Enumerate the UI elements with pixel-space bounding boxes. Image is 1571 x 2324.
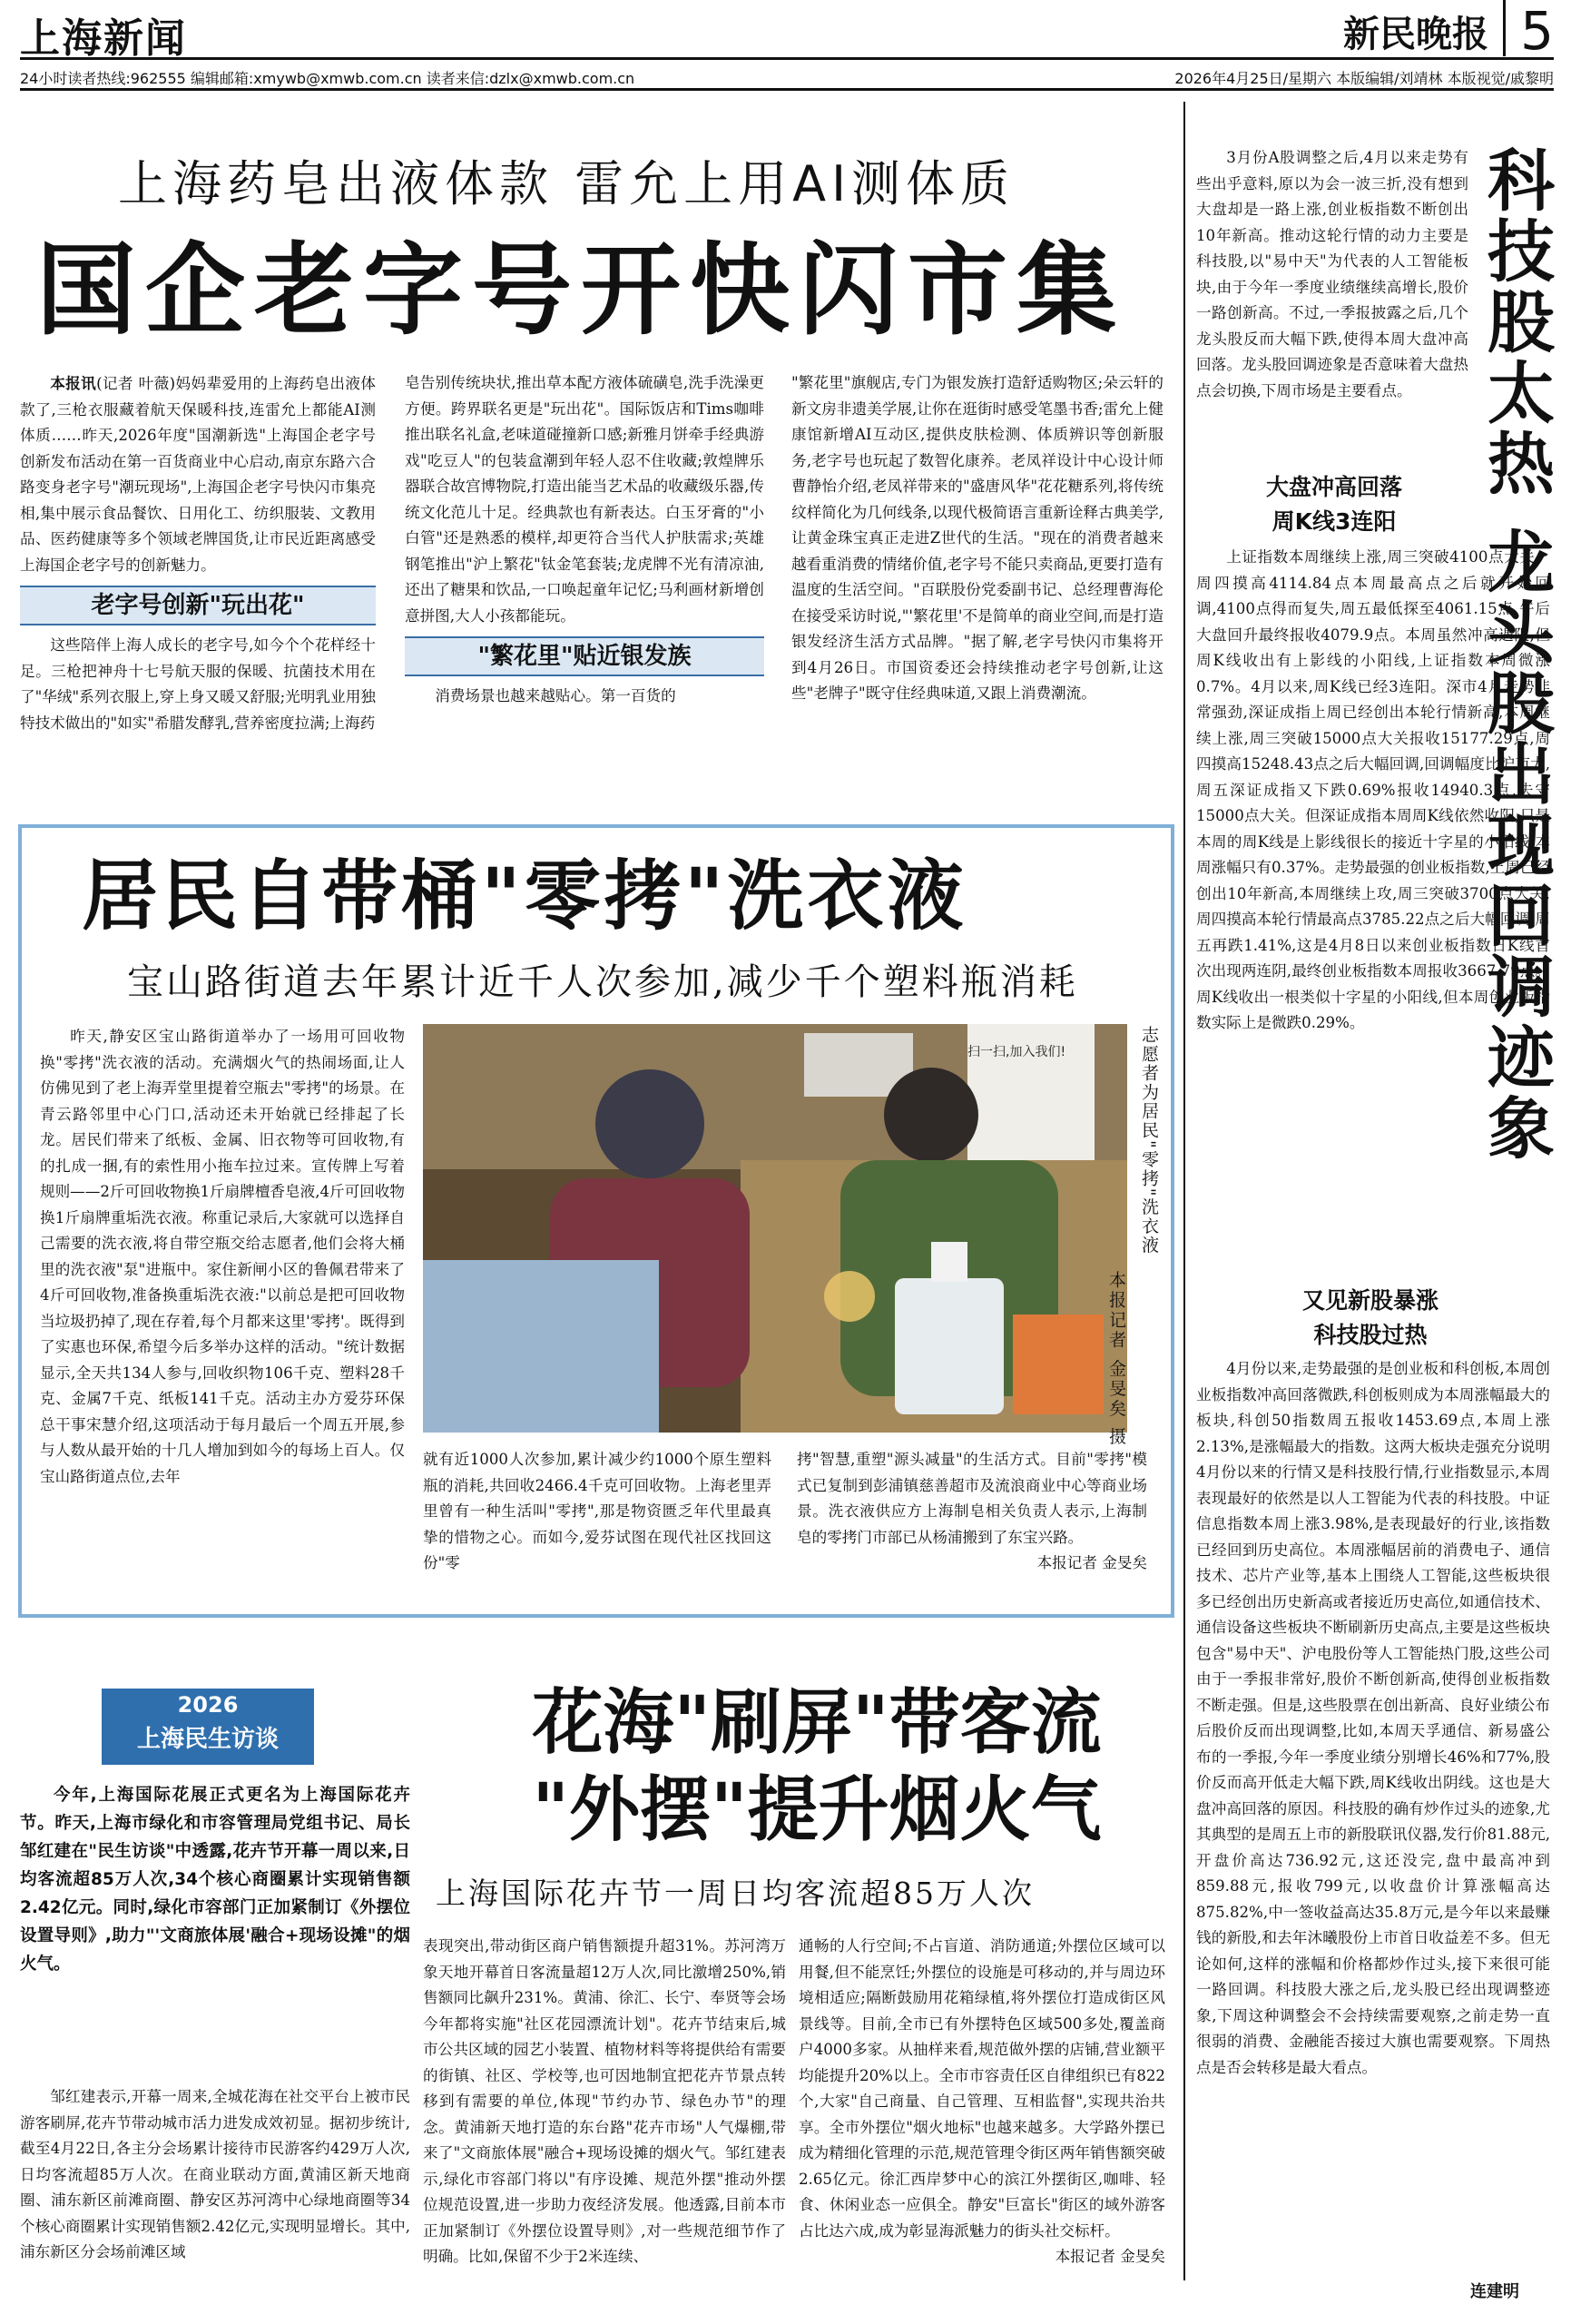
story3-headline xyxy=(472,1679,1162,1854)
story2-col1 xyxy=(40,1024,405,1598)
story3-col2 xyxy=(423,1934,786,2311)
section-title: 上海新闻 xyxy=(20,15,187,62)
story2-photo xyxy=(423,1024,1127,1433)
story1-kicker: 上海药皂出液体款 雷允上用AI测体质 xyxy=(118,155,1016,212)
story1-subhead1: 老字号创新"玩出花" xyxy=(20,586,376,625)
story1-col2-text: 皂告别传统块状,推出草本配方液体硫磺皂,洗手洗澡更方便。跨界联名更是"玩出花"。国际饭店和Tims咖啡推出联名礼盒,老味道碰撞新口感;新雅月饼牵手经典游戏"吃豆人"的包装盒潮到年轻人忍不住收藏;敦煌牌乐器联合故宫博物院,打造出能当艺术品的收藏级乐器,传统文化范儿十足。经典款也有新表达。白玉牙膏的"小白管"还是熟悉的模样,却更符合当代人护肤需求;英雄钢笔推出"沪上繁花"钛金笔套装;龙虎牌不光有清凉油,还出了糖果和饮品,一口唤起童年记忆;马利画材新增创意拼图,大人小孩都能玩。 xyxy=(405,374,764,625)
story4-subhead2: 又见新股暴涨 科技股过热 xyxy=(1301,1287,1438,1348)
story2-col1-text: 昨天,静安区宝山路街道举办了一场用可回收物换"零拷"洗衣液的活动。充满烟火气的热闹场面,让人仿佛见到了老上海弄堂里提着空瓶去"零拷"的场景。在青云路邻里中心门口,活动还未开始就已经排起了长龙。居民们带来了纸板、金属、旧衣物等可回收物,有的扎成一捆,有的索性用小拖车拉过来。宣传牌上写着规则——2斤可回收物换1斤扇牌檀香皂液,4斤可回收物换1斤扇牌重垢洗衣液。称重记录后,大家就可以选择自己需要的洗衣液,将自带空瓶交给志愿者,他们会将大桶里的洗衣液"泵"进瓶中。家住新闸小区的鲁佩君带来了4斤可回收物,准备换重垢洗衣液:"以前总是把可回收物当垃圾扔掉了,现在存着,每个月都来这里'零拷'。既得到了实惠也环保,希望今后多举办这样的活动。"统计数据显示,全天共134人参与,回收织物106千克、塑料28千克、金属7千克、纸板141千克。活动主办方爱芬环保总干事宋慧介绍,这项活动于每月最后一个周五开展,参与人数从最开始的十几人增加到如今的每场上百人。仅宝山路街道点位,去年 xyxy=(40,1028,405,1485)
story1-headline: 国企老字号开快闪市集 xyxy=(36,232,1125,349)
story3-col2-text: 表现突出,带动街区商户销售额提升超31%。苏河湾万象天地开幕首日客流量超12万人次,同比激增250%,销售额同比飙升231%。黄浦、徐汇、长宁、奉贤等会场今年都将实施"社区花园漂流计划"。花卉节结束后,城市公共区域的园艺小装置、植物材料等将提供给有需要的街镇、社区、学校等,也可因地制宜把花卉节景点转移到有需要的单位,体现"节约办节、绿色办节"的理念。黄浦新天地打造的东台路"花卉市场"人气爆棚,带来了"文商旅体展"融合+现场设摊的烟火气。邹红建表示,绿化市容部门将以"有序设摊、规范外摆"推动外摆位规范设置,进一步助力夜经济发展。他透露,目前本市正加紧制订《外摆位设置导则》,对一些规范细节作了明确。比如,保留不少于2米连续、 xyxy=(423,1937,786,2265)
story1-col1-text2: 这些陪伴上海人成长的老字号,如今个个花样经十足。三枪把神舟十七号航天服的保暖、抗菌技术用在了"华绒"系列衣服上,穿上身又暖又舒服;光明乳业用独特技术做出的"如实"希腊发酵乳,营养密度拉满;上海药 xyxy=(20,636,376,732)
story1-col2 xyxy=(405,370,764,812)
story4-col-bottom xyxy=(1196,1356,1550,2264)
column-tag-label: 上海民生访谈 xyxy=(136,1726,279,1753)
story3-col3-text: 通畅的人行空间;不占盲道、消防通道;外摆位区域可以用餐,但不能烹饪;外摆位的设施是可移动的,并与周边环境相适应;隔断鼓励用花箱绿植,将外摆位打造成街区风景线等。目前,全市已有外摆特色区域500多处,覆盖商户4000多家。从抽样来看,规范做外摆的店铺,营业额平均能提升20%以上。全市市容责任区自律组织已有822个,大家"自己商量、自己管理、互相监督",实现共治共享。全市外摆位"烟火地标"也越来越多。大学路外摆已成为精细化管理的示范,规范管理令街区两年销售额突破2.65亿元。徐汇西岸梦中心的滨江外摆街区,咖啡、轻食、休闲业态一应俱全。静安"巨富长"街区的域外游客占比达六成,成为彰显海派魅力的街头社交标杆。 xyxy=(799,1937,1165,2240)
column-tag xyxy=(102,1689,314,1765)
story3-col1 xyxy=(20,2084,410,2311)
story2-subheadline: 宝山路街道去年累计近千人次参加,减少千个塑料瓶消耗 xyxy=(127,961,1078,1003)
date-line: 2026年4月25日/星期六 本版编辑/刘靖林 本版视觉/戚黎明 xyxy=(1174,70,1554,87)
story4-text2: 上证指数本周继续上涨,周三突破4100点大关。周四摸高4114.84点本周最高点之后就开始回调,4100点得而复失,周五最低探至4061.15点,午后大盘回升最终报收4079.9点。本周虽然冲高遇阻,但周K线收出有上影线的小阳线,上证指数本周微涨0.7%。4月以来,周K线已经3连阳。深市4月走势非常强劲,深证成指上周已经创出本轮行情新高,本周继续上涨,周三突破15000点大关报收15177.29点,周四摸高15248.43点之后大幅回调,回调幅度比沪市大,周五深证成指又下跌0.69%报收14940.3点,失守15000点大关。但深证成指本周周K线依然收阳,只是本周的周K线是上影线很长的接近十字星的小阳线,本周涨幅只有0.37%。走势最强的创业板指数,上周已经创出10年新高,本周继续上攻,周三突破3700点大关,周四摸高本轮行情最高点3785.22点之后大幅回调,周五再跌1.41%,这是4月8日以来创业板指数日K线首次出现两连阴,最终创业板指数本周报收3667.79点。周K线收出一根类似十字星的小阳线,但本周创业板指数实际上是微跌0.29%。 xyxy=(1196,548,1550,1031)
story3-lead xyxy=(20,1781,410,2044)
photo-credit: 本报记者 金旻矣 摄 xyxy=(1106,1271,1126,1448)
story4-text1: 3月份A股调整之后,4月以来走势有些出乎意料,原以为会一波三折,没有想到大盘却是一路上涨,创业板指数不断创出10年新高。推动这轮行情的动力主要是科技股,以"易中天"为代表的人工智能板块,由于今年一季度业绩继续高增长,股价一路创新高。不过,一季报披露之后,几个龙头股反而大幅下跌,使得本周大盘冲高回落。龙头股回调迹象是否意味着大盘热点会切换,下周市场是主要看点。 xyxy=(1196,149,1468,399)
story3-col3 xyxy=(799,1934,1165,2311)
story2-col2-text: 就有近1000人次参加,累计减少约1000个原生塑料瓶的消耗,共回收2466.4千克可回收物。上海老里弄里曾有一种生活叫"零拷",那是物资匮乏年代里最真挚的惜物之心。而如今,爱芬试图在现代社区找回这份"零 xyxy=(423,1451,771,1571)
story2-col3 xyxy=(797,1447,1147,1610)
story4-col-mid xyxy=(1196,545,1550,1280)
story4-byline: 连建明 xyxy=(1470,2282,1519,2301)
column-tag-year: 2026 xyxy=(177,1692,239,1718)
hotline-text: 24小时读者热线:962555 编辑邮箱:xmywb@xmwb.com.cn 读者来信:dzlx@xmwb.com.cn xyxy=(20,70,635,87)
story1-col3 xyxy=(791,370,1164,812)
story1-col3-text: "繁花里"旗舰店,专门为银发族打造舒适购物区;朵云轩的新文房非遗美学展,让你在逛街时感受笔墨书香;雷允上健康馆新增AI互动区,提供皮肤检测、体质辨识等创新服务,老字号也玩起了数智化康养。老凤祥设计中心设计师曹静怡介绍,老凤祥带来的"盛唐风华"花花糖系列,将传统纹样简化为几何线条,以现代极简语言重新诠释古典美学,让黄金珠宝真正走进Z世代的生活。"现在的消费者越来越看重消费的情绪价值,老字号不能只卖商品,更要打造有温度的生活空间。"百联股份党委副书记、总经理曹海伦在接受采访时说,"'繁花里'不是简单的商业空间,而是打造银发经济生活方式品牌。"据了解,老字号快闪市集将开到4月26日。市国资委还会持续推动老字号创新,让这些"老牌子"既守住经典味道,又跟上消费潮流。 xyxy=(791,374,1164,702)
photo-illustration xyxy=(423,1024,1127,1433)
story2-byline: 本报记者 金旻矣 xyxy=(1036,1554,1147,1571)
story1-lead: 本报讯 xyxy=(50,374,97,392)
story4-col-top xyxy=(1196,145,1468,465)
story3-col1-text: 邹红建表示,开幕一周来,全城花海在社交平台上被市民游客刷屏,花卉节带动城市活力进发成效初显。据初步统计,截至4月22日,各主分会场累计接待市民游客约429万人次,日均客流超85万人次。在商业联动方面,黄浦区新天地商圈、浦东新区前滩商圈、静安区苏河湾中心绿地商圈等34个核心商圈累计实现销售额2.42亿元,实现明显增长。其中,浦东新区分会场前滩区域 xyxy=(20,2088,410,2260)
story4-headline: 科技股太热 龙头股出现回调迹象 xyxy=(1477,145,1555,1164)
story1-col1-text: (记者 叶薇)妈妈辈爱用的上海药皂出液体款了,三枪衣服藏着航天保暖科技,连雷允上都能AI测体质……昨天,2026年度"国潮新选"上海国企老字号创新发布活动在第一百货商业中心启动,南京东路六合路变身老字号"潮玩现场",上海国企老字号快闪市集亮相,集中展示食品餐饮、日用化工、纺织服装、文教用品、医药健康等多个领域老牌国货,让市民近距离感受上海国企老字号的创新魅力。 xyxy=(20,375,376,574)
story1-col2-text2: 消费场景也越来越贴心。第一百货的 xyxy=(435,687,676,704)
page-number: 5 xyxy=(1503,0,1554,56)
story3-subheadline: 上海国际花卉节一周日均客流超85万人次 xyxy=(436,1876,1035,1911)
story2-col2 xyxy=(423,1447,771,1601)
story3-headline-line1: 花海"刷屏"带客流 xyxy=(532,1682,1102,1764)
story1-subhead2: "繁花里"贴近银发族 xyxy=(405,636,764,676)
story3-byline: 本报记者 金旻矣 xyxy=(1055,2248,1165,2265)
photo-caption: 志愿者为居民"零拷"洗衣液 xyxy=(1139,1026,1159,1256)
story2-headline: 居民自带桶"零拷"洗衣液 xyxy=(82,852,967,940)
column-divider xyxy=(1183,102,1185,2280)
story4-text3: 4月份以来,走势最强的是创业板和科创板,本周创业板指数冲高回落微跌,科创板则成为本周涨幅最大的板块,科创50指数周五报收1453.69点,本周上涨2.13%,是涨幅最大的指数。这两大板块走强充分说明4月份以来的行情又是科技股行情,行业指数显示,本周表现最好的依然是以人工智能为代表的科技股。中证信息指数本周上涨3.98%,是表现最好的行业,该指数已经回到历史高位。本周涨幅居前的消费电子、通信技术、芯片产业等,基本上围绕人工智能,这些板块很多已经创出历史新高或者接近历史高位,如通信技术、通信设备这些板块不断刷新历史高点,主要是这些板块包含"易中天"、沪电股份等人工智能热门股,这些公司由于一季报非常好,股价不断创新高,使得创业板指数不断走强。但是,这些股票在创出新高、良好业绩公布后股价反而出现调整,比如,本周天孚通信、新易盛公布的一季报,今年一季度业绩分别增长46%和77%,股价反而高开低走大幅下跌,周K线收出阴线。这也是大盘冲高回落的原因。科技股的确有炒作过头的迹象,尤其典型的是周五上市的新股联讯仪器,发行价81.88元,开盘价高达736.92元,这还没完,盘中最高冲到859.88元,报收799元,以收盘价计算涨幅高达875.82%,中一签收益高达35.8万元,是今年以来最赚钱的新股,和去年沐曦股份上市首日收益差不多。但无论如何,这样的涨幅和价格都炒作过头,接下来很可能一路回调。科技股大涨之后,龙头股已经出现调整迹象,下周这种调整会不会持续需要观察,之前走势一直很弱的消费、金融能否接过大旗也需要观察。下周热点是否会转移是最大看点。 xyxy=(1196,1360,1550,2076)
story4-subhead1: 大盘冲高回落 周K线3连阳 xyxy=(1265,474,1402,535)
newspaper-logo: 新民晚报 xyxy=(1343,14,1488,55)
story3-lead-text: 今年,上海国际花展正式更名为上海国际花卉节。昨天,上海市绿化和市容管理局党组书记、局长邹红建在"民生访谈"中透露,花卉节开幕一周以来,日均客流超85万人次,34个核心商圈累计实现销售额2.42亿元。同时,绿化市容部门正加紧制订《外摆位设置导则》,助力"'文商旅体展'融合+现场设摊"的烟火气。 xyxy=(20,1786,410,1974)
story3-headline-line2: "外摆"提升烟火气 xyxy=(532,1769,1102,1851)
story1-col1 xyxy=(20,370,376,812)
info-bar xyxy=(20,65,1554,91)
photo-sign-text: 扫一扫,加入我们! xyxy=(967,1045,1066,1059)
story2-col3-text: 拷"智慧,重塑"源头减量"的生活方式。目前"零拷"模式已复制到彭浦镇慈善超市及流浪商业中心等商业场景。洗衣液供应方上海制皂相关负责人表示,上海制皂的零拷门市部已从杨浦搬到了东宝兴路。 xyxy=(797,1451,1147,1546)
masthead xyxy=(20,0,1554,62)
